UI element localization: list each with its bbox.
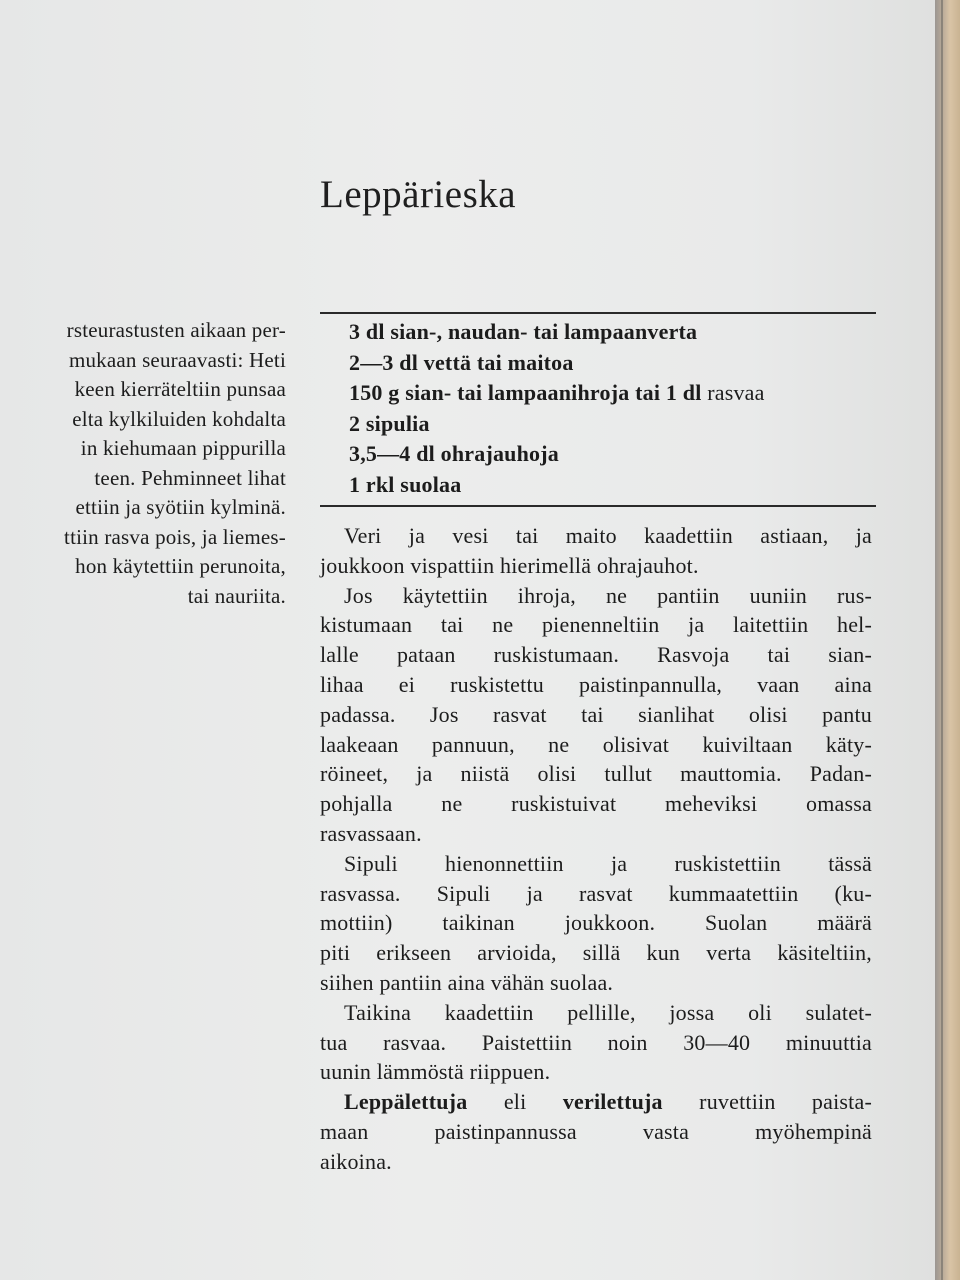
paragraph	[320, 581, 872, 849]
term-leppalettuja: Leppälettuja	[344, 1089, 468, 1115]
ingredient-item: 2—3 dl vettä tai maitoa	[349, 349, 574, 375]
text-line: laakeaan pannuun, ne olisivat kuiviltaan käty-	[320, 731, 872, 757]
text-line: mottiin) taikinan joukkoon. Suolan määrä	[320, 910, 872, 936]
paragraph	[320, 1087, 872, 1176]
text-line: aikoina.	[320, 1148, 392, 1174]
term-verilettuja: verilettuja	[562, 1089, 663, 1115]
text-line: siihen pantiin aina vähän suolaa.	[320, 969, 614, 995]
book-page-edge	[935, 0, 960, 1280]
text-line: tua rasvaa. Paistettiin noin 30—40 minuuttia	[320, 1029, 872, 1055]
text-line: Veri ja vesi tai maito kaadettiin astiaan, ja	[344, 523, 872, 548]
ingredient-item: 2 sipulia	[349, 410, 430, 436]
text-line: piti erikseen arvioida, sillä kun verta käsiteltiin,	[320, 940, 872, 966]
paragraph	[320, 521, 872, 581]
text-line: röineet, ja niistä olisi tullut mauttomia. Padan-	[320, 761, 872, 787]
left-line: rsteurastusten aikaan per-	[66, 318, 286, 342]
ingredient-item: 3,5—4 dl ohrajauhoja	[349, 441, 559, 466]
text-line: rasvassa. Sipuli ja rasvat kummaatettiin (ku-	[320, 880, 872, 906]
text-line: Jos käytettiin ihroja, ne pantiin uuniin rus-	[344, 582, 872, 608]
ingredient-list	[349, 317, 765, 500]
ingredients-top-rule	[320, 312, 876, 314]
text-line: lalle pataan ruskistumaan. Rasvoja tai sian-	[320, 642, 872, 668]
left-line: teen. Pehminneet lihat	[94, 465, 286, 490]
left-line: keen kierräteltiin punsaa	[74, 377, 286, 401]
left-line: ettiin ja syötiin kylminä.	[75, 495, 286, 519]
left-line: mukaan seuraavasti: Heti	[68, 347, 286, 372]
ingredient-item-tail: rasvaa	[707, 380, 765, 405]
text-line: Leppälettuja eli verilettuja ruvettiin paista-	[344, 1089, 872, 1115]
recipe-instructions	[320, 521, 872, 1177]
left-line: tai nauriita.	[187, 583, 286, 608]
ingredients-bottom-rule	[320, 505, 876, 507]
paragraph	[320, 998, 872, 1087]
text-line: kistumaan tai ne pienenneltiin ja laitettiin hel-	[320, 612, 872, 638]
left-column-text	[0, 316, 286, 611]
left-line: hon käytettiin perunoita,	[75, 554, 286, 578]
text-line: maan paistinpannussa vasta myöhempinä	[320, 1118, 872, 1144]
ingredient-item: 150 g sian- tai lampaanihroja tai 1 dl rasvaa	[349, 380, 765, 405]
ingredient-item: 3 dl sian-, naudan- tai lampaanverta	[349, 319, 698, 344]
text-line: Sipuli hienonnettiin ja ruskistettiin tässä	[344, 850, 872, 876]
recipe-title: Leppärieska	[320, 173, 517, 216]
text-line: lihaa ei ruskistettu paistinpannulla, vaan aina	[320, 671, 872, 697]
text-line: uunin lämmöstä riippuen.	[320, 1059, 551, 1085]
left-line: elta kylkiluiden kohdalta	[72, 406, 286, 431]
left-line: ttiin rasva pois, ja liemes-	[64, 524, 286, 549]
text-line: joukkoon vispattiin hierimellä ohrajauhot.	[320, 552, 699, 578]
ingredient-item: 1 rkl suolaa	[349, 471, 462, 497]
text-line: Taikina kaadettiin pellille, jossa oli sulatet-	[344, 999, 872, 1025]
text-line: pohjalla ne ruskistuivat meheviksi omassa	[320, 791, 872, 817]
text-line: rasvassaan.	[320, 820, 422, 846]
page-edge-shadow	[941, 0, 943, 1280]
text-line: padassa. Jos rasvat tai sianlihat olisi pantu	[320, 701, 872, 727]
paragraph	[320, 849, 872, 998]
left-line: in kiehumaan pippurilla	[80, 436, 286, 460]
